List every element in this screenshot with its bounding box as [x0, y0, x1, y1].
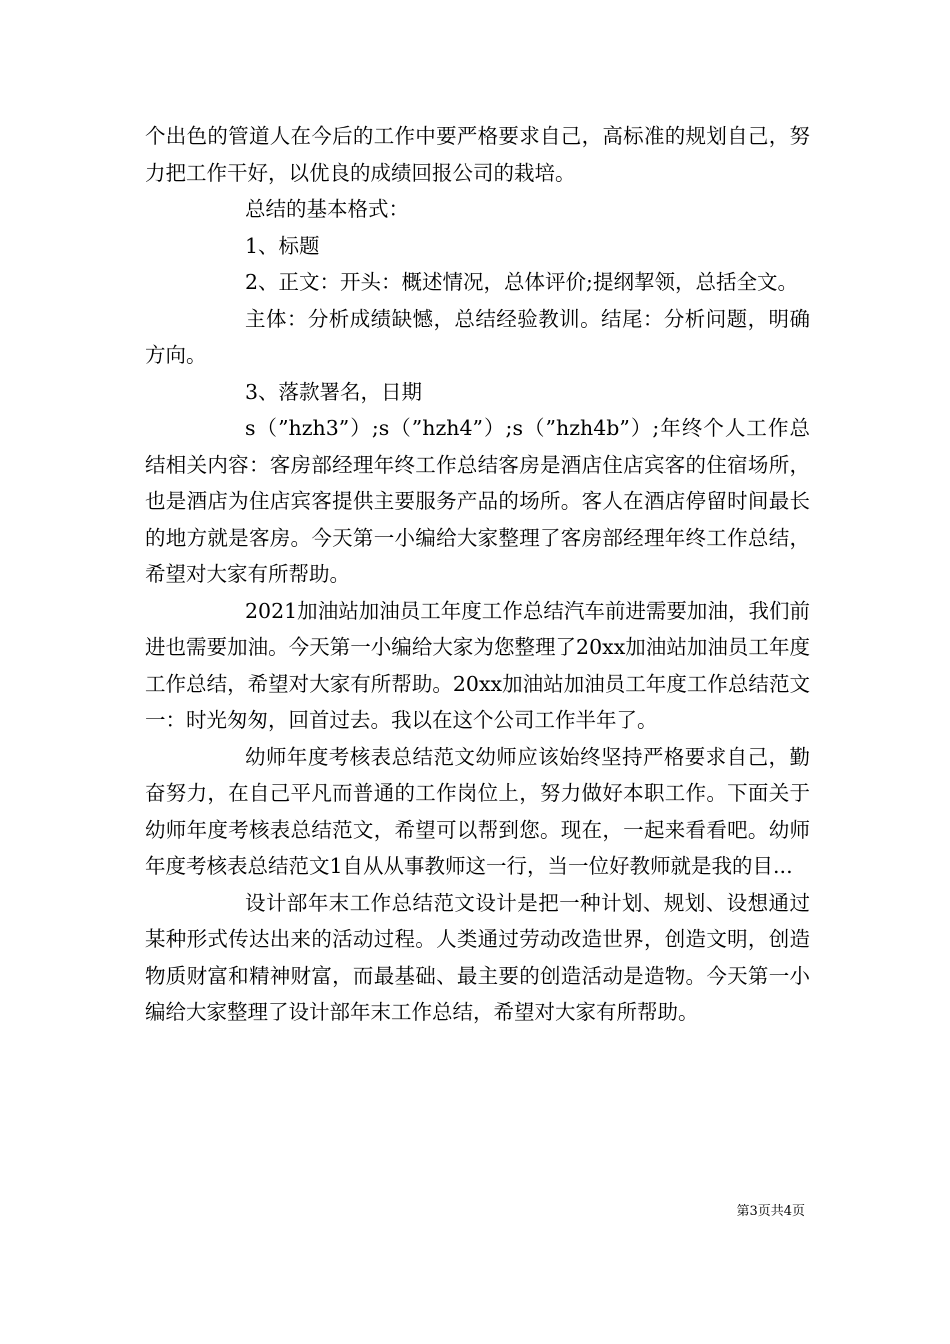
page-number: 第3页共4页 — [736, 1204, 805, 1219]
document-body — [145, 118, 810, 1031]
paragraph-format-item-main: 主体：分析成绩缺憾，总结经验教训。结尾：分析问题，明确方向。 — [145, 306, 810, 367]
paragraph-format-heading: 总结的基本格式： — [245, 197, 409, 221]
paragraph-design-summary: 设计部年末工作总结范文设计是把一种计划、规划、设想通过某种形式传达出来的活动过程。人类通过劳动改造世界，创造文明，创造物质财富和精神财富，而最基础、最主要的创造活动是造物。今天第一小编给大家整理了设计部年末工作总结，希望对大家有所帮助。 — [145, 890, 810, 1024]
paragraph-gas-station-summary: 2021加油站加油员工年度工作总结汽车前进需要加油，我们前进也需要加油。今天第一小编给大家为您整理了20xx加油站加油员工年度工作总结，希望对大家有所帮助。20xx加油站加油员工年度工作总结范文一：时光匆匆，回首过去。我以在这个公司工作半年了。 — [145, 598, 810, 732]
paragraph-format-item-title: 1、标题 — [245, 233, 320, 258]
paragraph-housekeeping-summary: s（”hzh3”）;s（”hzh4”）;s（”hzh4b”）;年终个人工作总结相关内容：客房部经理年终工作总结客房是酒店住店宾客的住宿场所，也是酒店为住店宾客提供主要服务产品的场所。客人在酒店停留时间最长的地方就是客房。今天第一小编给大家整理了客房部经理年终工作总结，希望对大家有所帮助。 — [145, 416, 810, 586]
paragraph-format-item-body: 2、正文：开头：概述情况，总体评价;提纲挈领，总括全文。 — [245, 270, 798, 294]
paragraph-teacher-summary: 幼师年度考核表总结范文幼师应该始终坚持严格要求自己，勤奋努力，在自己平凡而普通的工作岗位上，努力做好本职工作。下面关于幼师年度考核表总结范文，希望可以帮到您。现在，一起来看看吧。幼师年度考核表总结范文1自从从事教师这一行，当一位好教师就是我的目... — [145, 744, 810, 878]
paragraph-continuation: 个出色的管道人在今后的工作中要严格要求自己，高标准的规划自己，努力把工作干好，以优良的成绩回报公司的栽培。 — [145, 124, 810, 185]
paragraph-format-item-signature: 3、落款署名，日期 — [245, 379, 423, 404]
